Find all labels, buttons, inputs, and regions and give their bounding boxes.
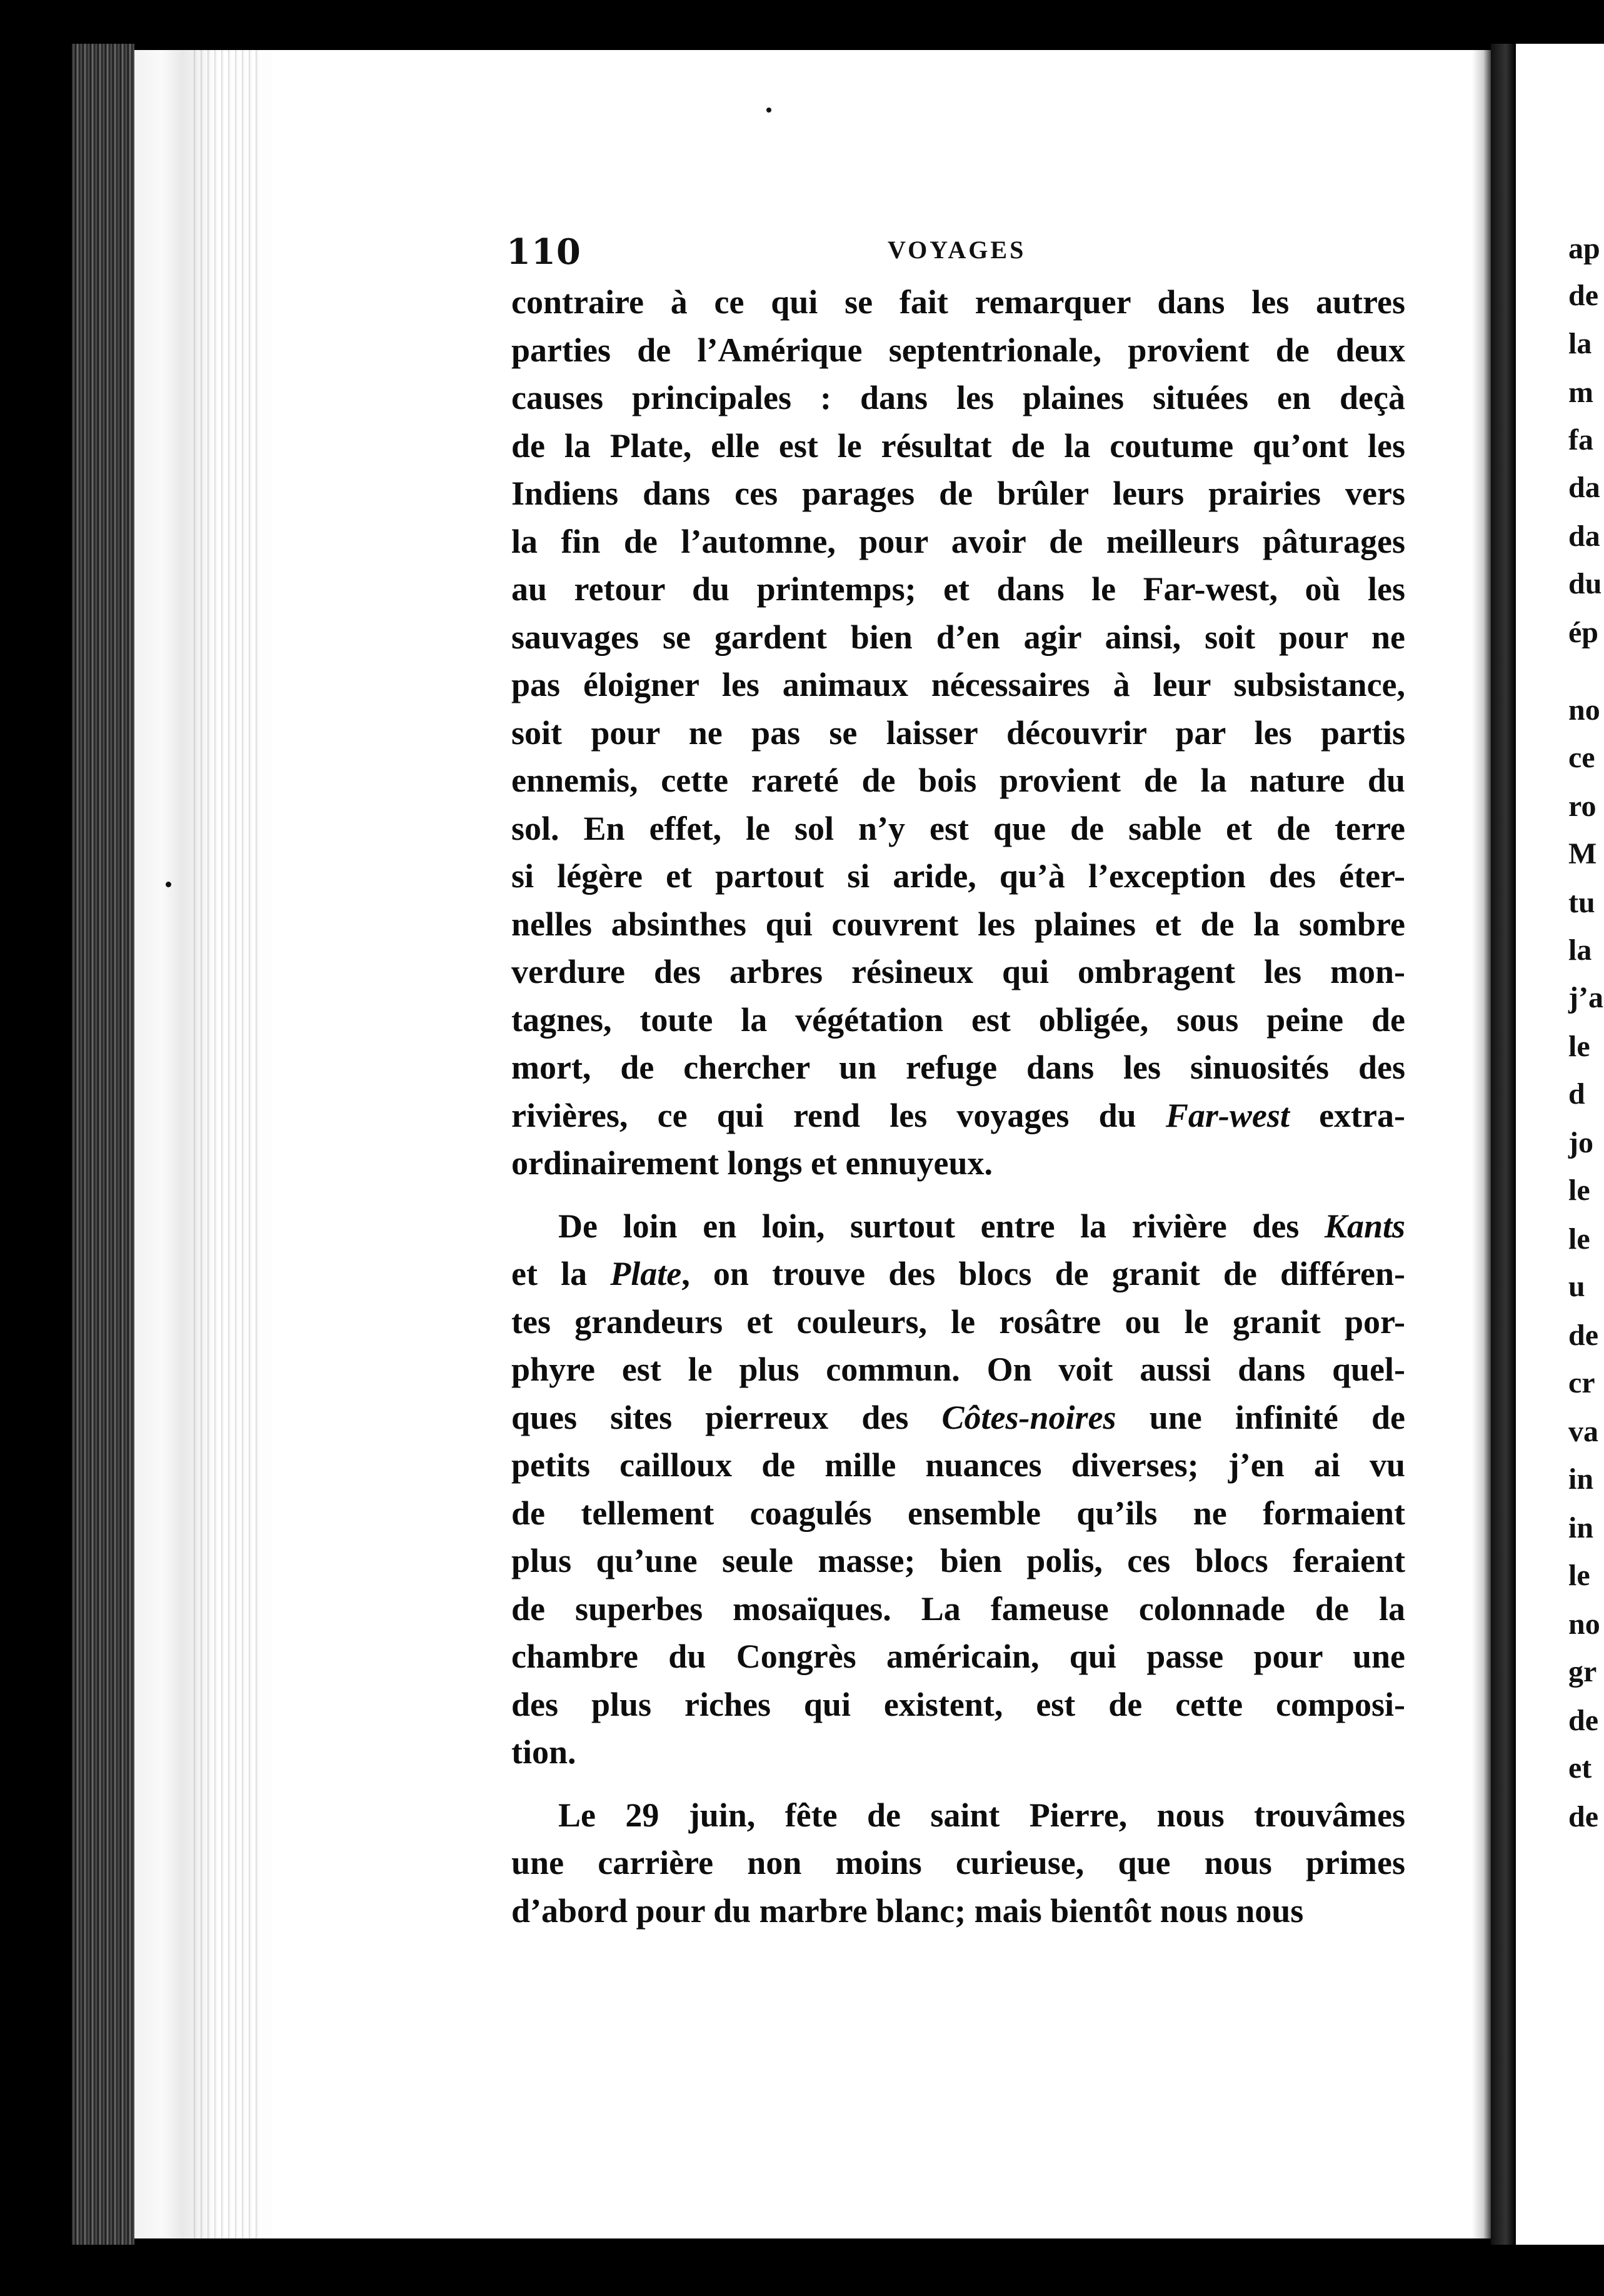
- text-run: au retour du printemps; et dans le Far-west, où les: [511, 570, 1405, 608]
- text-line: [511, 805, 1405, 853]
- text-line: [511, 1441, 1405, 1489]
- text-line: [511, 1728, 1405, 1776]
- page-edge-right: [1472, 50, 1491, 2238]
- text-line: [511, 422, 1405, 470]
- text-line: [511, 1092, 1405, 1140]
- text-line: [511, 613, 1405, 662]
- facing-page-text-fragment: la: [1568, 934, 1592, 967]
- facing-page-text-fragment: le: [1568, 1030, 1590, 1063]
- text-line: [511, 661, 1405, 709]
- facing-page-text-fragment: du: [1568, 567, 1602, 600]
- text-run: des plus riches qui existent, est de cette composi-: [511, 1685, 1405, 1723]
- text-line: [511, 996, 1405, 1044]
- page-number: 110: [506, 231, 581, 273]
- book-edge-left: [72, 44, 134, 2245]
- text-run: ques sites pierreux des: [511, 1398, 942, 1436]
- text-run: rivières, ce qui rend les voyages du: [511, 1096, 1166, 1134]
- text-line: [511, 1489, 1405, 1538]
- facing-page-text-fragment: ap: [1568, 232, 1600, 265]
- print-speck: [766, 108, 771, 113]
- facing-page-text-fragment: in: [1568, 1463, 1594, 1496]
- text-run: parties de l’Amérique septentrionale, provient de deux: [511, 331, 1405, 369]
- page-header: [506, 231, 1413, 275]
- facing-page-text-fragment: tu: [1568, 886, 1595, 919]
- text-line: [511, 1887, 1405, 1935]
- text-run: de tellement coagulés ensemble qu’ils ne formaient: [511, 1494, 1405, 1532]
- facing-page-text-fragment: le: [1568, 1559, 1590, 1592]
- text-line: [511, 1202, 1405, 1251]
- facing-page-text-fragment: la: [1568, 327, 1592, 360]
- text-line: [511, 1139, 1405, 1187]
- text-run: si légère et partout si aride, qu’à l’exception des éter-: [511, 857, 1405, 895]
- facing-page-text-fragment: jo: [1568, 1126, 1593, 1159]
- text-line: [511, 374, 1405, 422]
- text-line: [511, 278, 1405, 326]
- text-run: mort, de chercher un refuge dans les sinuosités des: [511, 1049, 1405, 1086]
- text-line: [511, 1791, 1405, 1840]
- facing-page-text-fragment: de: [1568, 1704, 1598, 1737]
- text-run: Indiens dans ces parages de brûler leurs prairies vers: [511, 475, 1405, 512]
- facing-page-text-fragment: de: [1568, 1800, 1598, 1833]
- facing-page-text-fragment: no: [1568, 693, 1600, 727]
- facing-page-text-fragment: de: [1568, 1319, 1598, 1352]
- text-run: contraire à ce qui se fait remarquer dans les autres: [511, 283, 1405, 321]
- text-run: petits cailloux de mille nuances diverses; j’en ai vu: [511, 1446, 1405, 1484]
- text-run: ordinairement longs et ennuyeux.: [511, 1144, 993, 1182]
- text-run: nelles absinthes qui couvrent les plaines et de la sombre: [511, 905, 1405, 943]
- text-run: Le 29 juin, fête de saint Pierre, nous trouvâmes: [558, 1796, 1405, 1834]
- facing-page-text-fragment: M: [1568, 837, 1597, 870]
- book-spine-divider: [1491, 44, 1516, 2245]
- facing-page-text-fragment: gr: [1568, 1655, 1597, 1688]
- text-line: [511, 1044, 1405, 1092]
- text-line: [511, 326, 1405, 375]
- facing-page-text-fragment: no: [1568, 1608, 1600, 1641]
- italic-term: Far-west: [1165, 1096, 1290, 1134]
- facing-page-text-fragment: m: [1568, 376, 1593, 409]
- text-line: [511, 852, 1405, 900]
- facing-page-text-fragment: in: [1568, 1511, 1594, 1544]
- facing-page-text-fragment: fa: [1568, 423, 1593, 456]
- text-run: ennemis, cette rareté de bois provient de la nature du: [511, 762, 1405, 799]
- text-line: [511, 470, 1405, 518]
- text-line: [511, 565, 1405, 613]
- facing-page-text-fragment: de: [1568, 279, 1598, 312]
- text-line: [511, 948, 1405, 996]
- text-run: tes grandeurs et couleurs, le rosâtre ou le granit por-: [511, 1302, 1405, 1341]
- text-line: [511, 1346, 1405, 1394]
- text-run: de superbes mosaïques. La fameuse colonnade de la: [511, 1589, 1405, 1628]
- facing-page-text-fragment: cr: [1568, 1366, 1595, 1399]
- text-line: [511, 900, 1405, 949]
- paragraph: [511, 278, 1405, 1187]
- text-run: pas éloigner les animaux nécessaires à leur subsistance,: [511, 666, 1405, 703]
- facing-page-text-fragment: j’a: [1568, 981, 1603, 1014]
- text-run: , on trouve des blocs de granit de différen-: [681, 1255, 1406, 1292]
- text-run: phyre est le plus commun. On voit aussi dans quel-: [511, 1351, 1405, 1388]
- text-run: tion.: [511, 1733, 576, 1771]
- italic-term: Plate: [610, 1255, 682, 1292]
- facing-page-fragment: [1516, 44, 1604, 2245]
- text-run: d’abord pour du marbre blanc; mais bientôt nous nous: [511, 1891, 1304, 1930]
- text-line: [511, 1537, 1405, 1585]
- text-run: une infinité de: [1116, 1398, 1405, 1436]
- print-speck: [166, 882, 171, 887]
- facing-page-text-fragment: u: [1568, 1270, 1585, 1303]
- running-title: VOYAGES: [888, 236, 1026, 264]
- text-run: chambre du Congrès américain, qui passe pour une: [511, 1638, 1405, 1675]
- facing-page-text-fragment: da: [1568, 520, 1600, 553]
- italic-term: Côtes-noires: [941, 1398, 1116, 1436]
- text-line: [511, 709, 1405, 757]
- text-line: [511, 1681, 1405, 1729]
- facing-page-text-fragment: ép: [1568, 616, 1598, 649]
- paragraph: [511, 1202, 1405, 1776]
- text-run: De loin en loin, surtout entre la rivière des: [558, 1207, 1325, 1245]
- text-line: [511, 1394, 1405, 1442]
- text-line: [511, 1250, 1405, 1298]
- text-run: extra-: [1289, 1096, 1405, 1134]
- body-text: [511, 278, 1405, 1935]
- text-run: sauvages se gardent bien d’en agir ainsi, soit pour ne: [511, 618, 1405, 656]
- facing-page-text-fragment: et: [1568, 1751, 1592, 1785]
- text-line: [511, 1633, 1405, 1681]
- facing-page-text-fragment: va: [1568, 1415, 1598, 1448]
- text-run: sol. En effet, le sol n’y est que de sable et de terre: [511, 809, 1405, 847]
- text-line: [511, 1839, 1405, 1887]
- text-line: [511, 757, 1405, 805]
- facing-page-text-fragment: ro: [1568, 790, 1596, 823]
- text-run: de la Plate, elle est le résultat de la coutume qu’ont les: [511, 426, 1405, 465]
- facing-page-text-fragment: d: [1568, 1077, 1585, 1110]
- text-run: une carrière non moins curieuse, que nous primes: [511, 1844, 1405, 1881]
- text-run: et la: [511, 1255, 611, 1292]
- facing-page-text-fragment: le: [1568, 1174, 1590, 1207]
- facing-page-text-fragment: le: [1568, 1222, 1590, 1256]
- text-run: verdure des arbres résineux qui ombragent les mon-: [511, 953, 1405, 990]
- gutter-shading: [194, 50, 263, 2238]
- text-line: [511, 1585, 1405, 1633]
- text-run: plus qu’une seule masse; bien polis, ces blocs feraient: [511, 1542, 1405, 1579]
- text-run: soit pour ne pas se laisser découvrir par les partis: [511, 713, 1405, 752]
- italic-term: Kants: [1324, 1207, 1405, 1245]
- facing-page-text-fragment: ce: [1568, 741, 1595, 774]
- text-run: tagnes, toute la végétation est obligée, sous peine de: [511, 1000, 1405, 1039]
- paragraph: [511, 1791, 1405, 1935]
- text-run: la fin de l’automne, pour avoir de meilleurs pâturages: [511, 522, 1405, 560]
- text-run: causes principales : dans les plaines situées en deçà: [511, 379, 1405, 416]
- text-line: [511, 1298, 1405, 1346]
- facing-page-text-fragment: da: [1568, 471, 1600, 504]
- text-line: [511, 518, 1405, 566]
